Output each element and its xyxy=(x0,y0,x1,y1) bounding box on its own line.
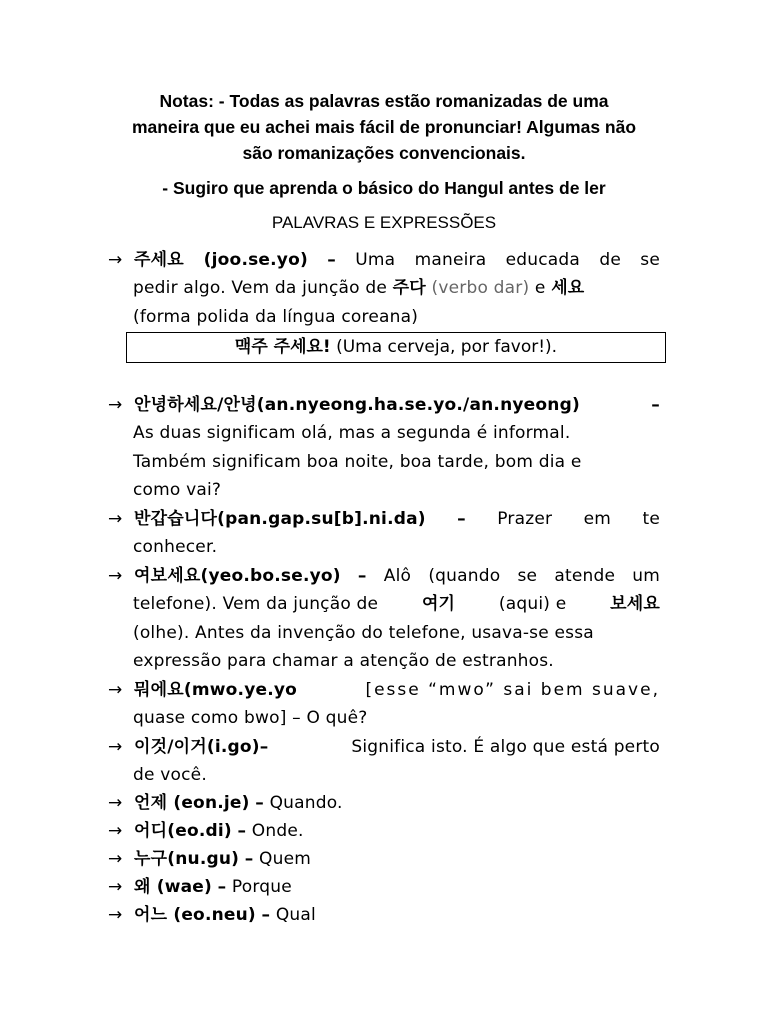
notes-line: são romanizações convencionais. xyxy=(242,143,526,163)
arrow-icon: → xyxy=(108,821,123,841)
entry-term: 어느 (eo.neu) xyxy=(134,905,256,925)
entry-line: de você. xyxy=(133,765,207,786)
entry-line xyxy=(108,901,660,929)
arrow-icon: → xyxy=(108,877,123,897)
entry-line: conhecer. xyxy=(133,537,218,558)
entry-line xyxy=(108,246,660,274)
entry-definition: Significa isto. É algo que está perto xyxy=(351,737,660,757)
gloss-text: (verbo dar) xyxy=(431,278,530,299)
entry-line xyxy=(108,590,660,618)
entry-term: 어디(eo.di) xyxy=(134,821,232,841)
entry-bangapseumnida xyxy=(108,505,660,562)
suggestion-line: - Sugiro que aprenda o básico do Hangul antes de ler xyxy=(162,178,606,198)
entry-term: 언제 (eon.je) xyxy=(134,793,250,813)
entry-dash: – xyxy=(327,250,336,270)
entry-definition: telefone). Vem da junção de xyxy=(133,594,379,615)
entry-dash: – xyxy=(244,849,254,869)
entry-line: (olhe). Antes da invenção do telefone, usava-se essa xyxy=(133,622,594,643)
entry-definition: Alô (quando se atende um xyxy=(383,566,661,586)
entry-line xyxy=(108,505,660,533)
entry-annyeonghaseyo xyxy=(108,391,660,505)
entry-line xyxy=(108,873,660,901)
korean-word: 세요 xyxy=(551,278,585,299)
entry-dash: – xyxy=(255,793,264,813)
korean-word: 보세요 xyxy=(610,594,660,615)
entry-nugu xyxy=(108,845,660,873)
entry-term: 뭐에요(mwo.ye.yo xyxy=(134,680,298,700)
entry-line: (forma polida da língua coreana) xyxy=(133,306,419,327)
entry-term: 여보세요(yeo.bo.se.yo) xyxy=(134,566,341,586)
entry-term: 이것/이거(i.go)– xyxy=(134,737,269,757)
entry-definition: Quem xyxy=(259,849,312,869)
example-korean: 맥주 주세요! xyxy=(234,337,331,357)
entry-wae xyxy=(108,873,660,901)
entry-line: expressão para chamar a atenção de estranhos. xyxy=(133,651,554,672)
korean-word: 여기 xyxy=(421,594,456,615)
entry-dash: – xyxy=(217,877,227,897)
entry-line: quase como bwo] – O quê? xyxy=(133,708,368,729)
entry-definition: Uma maneira educada de se xyxy=(355,250,660,270)
entry-eoneu xyxy=(108,901,660,929)
entry-line xyxy=(108,562,660,590)
arrow-icon: → xyxy=(108,395,123,415)
entry-dash: – xyxy=(261,905,271,925)
entry-line xyxy=(108,845,660,873)
entry-definition: pedir algo. Vem da junção de xyxy=(133,278,388,299)
arrow-icon: → xyxy=(108,680,123,700)
entry-mwoeyo xyxy=(108,676,660,733)
entry-juseyo xyxy=(108,246,660,331)
entry-definition: [esse “mwo” sai bem suave, xyxy=(365,680,660,700)
notes-line: maneira que eu achei mais fácil de pronunciar! Algumas não xyxy=(131,117,637,137)
entry-term: 안녕하세요/안녕(an.nyeong.ha.se.yo./an.nyeong) xyxy=(134,395,580,415)
arrow-icon: → xyxy=(108,793,123,813)
entry-definition: Quando. xyxy=(269,793,343,813)
entry-definition: Porque xyxy=(231,877,292,897)
entry-line xyxy=(108,789,660,817)
entry-yeoboseyo xyxy=(108,562,660,676)
entry-line: As duas significam olá, mas a segunda é informal. xyxy=(133,423,571,444)
notes-block xyxy=(100,88,668,166)
example-box xyxy=(126,332,666,363)
entry-term: 주세요 (joo.se.yo) xyxy=(134,250,308,270)
section-title: PALAVRAS E EXPRESSÕES xyxy=(271,213,497,232)
korean-word: 주다 xyxy=(392,278,426,299)
entry-line: Também significam boa noite, boa tarde, bom dia e xyxy=(133,451,582,472)
entry-igeot xyxy=(108,733,660,790)
entry-dash: – xyxy=(651,395,660,415)
entry-line xyxy=(108,274,660,302)
entry-definition: (aqui) e xyxy=(498,594,567,615)
entry-term: 누구(nu.gu) xyxy=(134,849,240,869)
entry-line xyxy=(108,817,660,845)
entry-line xyxy=(108,676,660,704)
entry-definition: Prazer em te xyxy=(497,509,660,529)
entry-term: 왜 (wae) xyxy=(134,877,212,897)
example-translation: (Uma cerveja, por favor!). xyxy=(336,337,558,357)
entry-line xyxy=(108,733,660,761)
entry-term: 반갑습니다(pan.gap.su[b].ni.da) xyxy=(134,509,426,529)
entry-definition: Onde. xyxy=(251,821,304,841)
entry-definition: Qual xyxy=(275,905,316,925)
arrow-icon: → xyxy=(108,905,123,925)
entry-dash: – xyxy=(357,566,367,586)
entry-line xyxy=(108,391,660,419)
arrow-icon: → xyxy=(108,250,123,270)
entry-definition: e xyxy=(534,278,546,299)
entry-eodi xyxy=(108,817,660,845)
entry-dash: – xyxy=(237,821,247,841)
arrow-icon: → xyxy=(108,509,123,529)
arrow-icon: → xyxy=(108,849,123,869)
notes-line: Notas: - Todas as palavras estão romanizadas de uma xyxy=(159,91,609,111)
entry-dash: – xyxy=(457,509,466,529)
entry-line: como vai? xyxy=(133,480,222,501)
arrow-icon: → xyxy=(108,737,123,757)
arrow-icon: → xyxy=(108,566,123,586)
entry-eonje xyxy=(108,789,660,817)
